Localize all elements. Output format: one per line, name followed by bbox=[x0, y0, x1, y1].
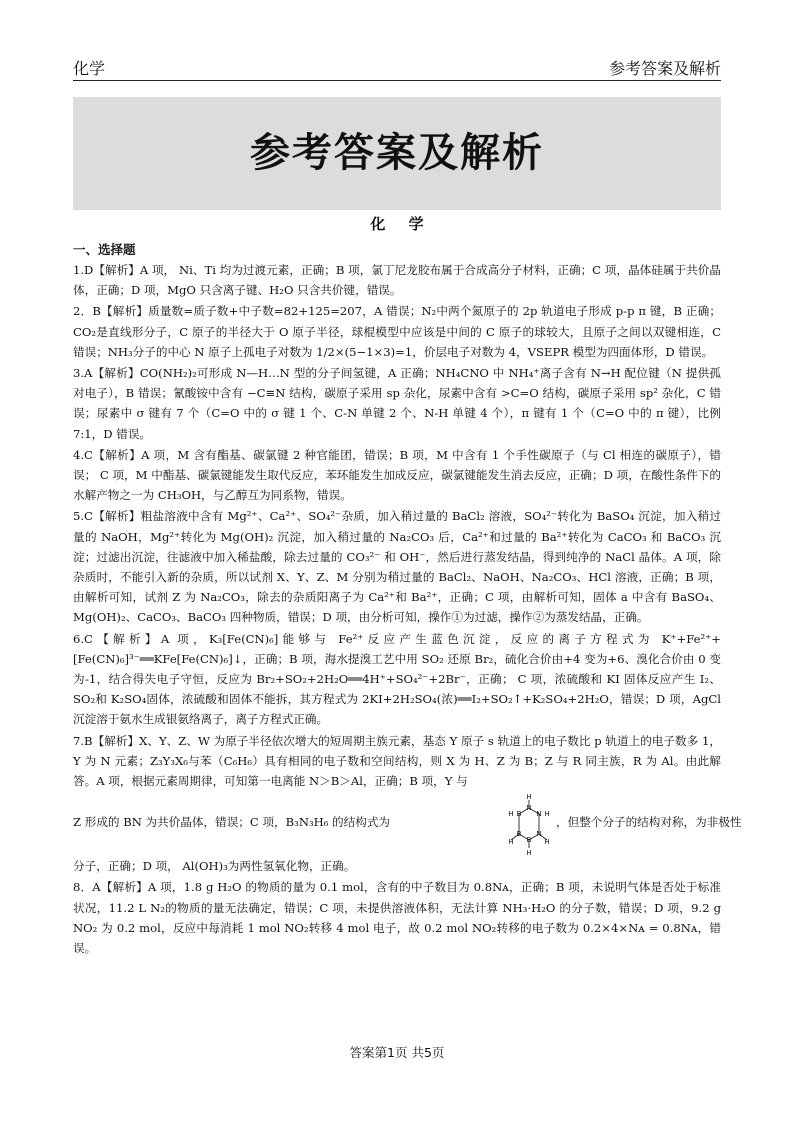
answer-1: 1.D【解析】A 项， Ni、Ti 均为过渡元素，正确；B 项，氯丁尼龙胶布属于合成高分子材料，正确；C 项，晶体硅属于共价晶体，正确；D 项，MgO 只含离子键、H₂O 只含共价键，错误。 bbox=[73, 263, 721, 298]
answer-4: 4.C【解析】A 项，M 含有酯基、碳氯键 2 种官能团，错误；B 项，M 中含有 1 个手性碳原子（与 Cl 相连的碳原子），错误； C 项，M 中酯基、碳氯键能发生取代反应，苯环能发生加成反应，碳氯键能发生消去反应，正确；D 项，在酸性条件下的水解产物之一为 CH₃OH，与乙醇互为同系物，错误。 bbox=[73, 447, 721, 503]
atom-label: N bbox=[526, 804, 532, 813]
atom-label: H bbox=[544, 810, 550, 819]
answer-2: 2．B【解析】质量数=质子数+中子数=82+125=207，A 错误；N₂中两个氮原子的 2p 轨道电子形成 p-p π 键，B 正确；CO₂是直线形分子，C 原子的半径大于 O 原子半径，球棍模型中应该是中间的 C 原子的球较大，且原子之间以双键相连，C 错误；NH₃分子的中心 N 原子上孤电子对数为 1/2×(5−1×3)=1，价层电子对数为 4，VSEPR 模型为四面体形，D 错误。 bbox=[73, 304, 721, 359]
page-footer: 答案第1页 共5页 bbox=[349, 1045, 445, 1060]
atom-label: H bbox=[526, 849, 532, 857]
page-title: 参考答案及解析 bbox=[250, 130, 544, 176]
atom-label: H bbox=[526, 794, 532, 802]
title-banner bbox=[73, 97, 721, 210]
borazine-structure-icon bbox=[501, 794, 557, 856]
answer-8: 8．A【解析】A 项，1.8 g H₂O 的物质的量为 0.1 mol，含有的中子数目为 0.8Nᴀ，正确；B 项，未说明气体是否处于标准状况，11.2 L N₂的物质的量无法确定，错误；C 项，未提供溶液体积，无法计算 NH₃·H₂O 的分子数，错误；D 项，9.2 g NO₂ 为 0.2 mol，反应中每消耗 1 mol NO₂转移 4 mol 电子，故 0.2 mol NO₂转移的电子数为 0.2×4×Nᴀ = 0.8Nᴀ，错误。 bbox=[73, 880, 721, 956]
atom-label: N bbox=[536, 810, 542, 819]
section-heading: 一、选择题 bbox=[73, 242, 136, 257]
answer-7-tail: 分子，正确；D 项， Al(OH)₃为两性氢氧化物，正确。 bbox=[73, 859, 356, 874]
atom-label: H bbox=[508, 838, 514, 847]
atom-label: H bbox=[508, 810, 514, 819]
subject-heading: 化 学 bbox=[370, 215, 424, 233]
atom-label: B bbox=[516, 830, 522, 839]
borazine-line bbox=[73, 792, 742, 857]
answer-6: 6.C【解析】A 项，K₃[Fe(CN)₆]能够与 Fe²⁺反应产生蓝色沉淀，反应的离子方程式为 K⁺+Fe²⁺+ [Fe(CN)₆]³⁻══KFe[Fe(CN)₆]↓，正确；B 项，海水提溴工艺中用 SO₂ 还原 Br₂，硫化合价由+4 变为+6、溴化合价由 0 变为-1，结合得失电子守恒，反应为 Br₂+SO₂+2H₂O══4H⁺+SO₄²⁻+2Br⁻，正确； C 项，浓硫酸和 KI 固体反应产生 I₂、SO₂和 K₂SO₄固体，浓硫酸和固体不能拆，其方程式为 2KI+2H₂SO₄(浓)══I₂+SO₂↑+K₂SO₄+2H₂O，错误；D 项，AgCl 沉淀溶于氨水生成银氨络离子，离子方程式正确。 bbox=[73, 631, 721, 727]
answer-5: 5.C【解析】粗盐溶液中含有 Mg²⁺、Ca²⁺、SO₄²⁻杂质，加入稍过量的 BaCl₂ 溶液，SO₄²⁻转化为 BaSO₄ 沉淀，加入稍过量的 NaOH，Mg²⁺转化为 Mg(OH)₂ 沉淀，加入稍过量的 Na₂CO₃ 后，Ca²⁺和过量的 Ba²⁺转化为 CaCO₃ 和 BaCO₃ 沉淀；过滤出沉淀，往滤液中加入稀盐酸，除去过量的 CO₃²⁻ 和 OH⁻，然后进行蒸发结晶，得到纯净的 NaCl 晶体。A 项，除杂质时，不能引入新的杂质，所以试剂 X、Y、Z、M 分别为稍过量的 BaCl₂、NaOH、Na₂CO₃、HCl 溶液，正确；B 项，由解析可知，试剂 Z 为 Na₂CO₃，除去的杂质阳离子为 Ca²⁺和 Ba²⁺，正确；C 项，由解析可知，固体 a 中含有 BaSO₄、Mg(OH)₂、CaCO₃、BaCO₃ 四种物质，错误；D 项，由分析可知，操作①为过滤，操作②为蒸发结晶，正确。 bbox=[73, 509, 721, 625]
answer-content bbox=[73, 240, 742, 959]
atom-label: N bbox=[536, 830, 542, 839]
answer-3: 3.A【解析】CO(NH₂)₂可形成 N—H…N 型的分子间氢键，A 正确；NH₄CNO 中 NH₄⁺离子含有 N→H 配位键（N 提供孤对电子），B 错误；氰酸铵中含有 −C≡N 结构，碳原子采用 sp 杂化，尿素中含有 >C=O 结构，碳原子采用 sp² 杂化，C 错误；尿素中 σ 键有 7 个（C=O 中的 σ 键 1 个、C-N 单键 2 个、N-H 单键 4 个），π 键有 1 个（C=O 中的 π 键），比例 7:1，D 错误。 bbox=[73, 366, 721, 441]
answer-7: 7.B【解析】X、Y、Z、W 为原子半径依次增大的短周期主族元素，基态 Y 原子 s 轨道上的电子数比 p 轨道上的电子数多 1，Y 为 N 元素；Z₃Y₃X₆与苯（C₆H₆）具有相同的电子数和空间结构，则 X 为 H、Z 为 B；Z 与 R 同主族，R 为 Al。由此解答。A 项，根据元素周期律，可知第一电离能 N＞B＞Al，正确；B 项，Y 与 bbox=[73, 733, 721, 789]
header-title: 参考答案及解析 bbox=[608, 59, 721, 78]
answer-7-mid-left: Z 形成的 BN 为共价晶体，错误；C 项，B₃N₃H₆ 的结构式为 bbox=[73, 815, 391, 830]
atom-label: H bbox=[544, 838, 550, 847]
atom-label: B bbox=[526, 836, 532, 845]
page-header bbox=[73, 54, 721, 81]
header-subject: 化学 bbox=[73, 59, 106, 78]
atom-label: B bbox=[516, 810, 522, 819]
answer-7-mid-right: ，但整个分子的结构对称，为非极性 bbox=[556, 815, 742, 830]
